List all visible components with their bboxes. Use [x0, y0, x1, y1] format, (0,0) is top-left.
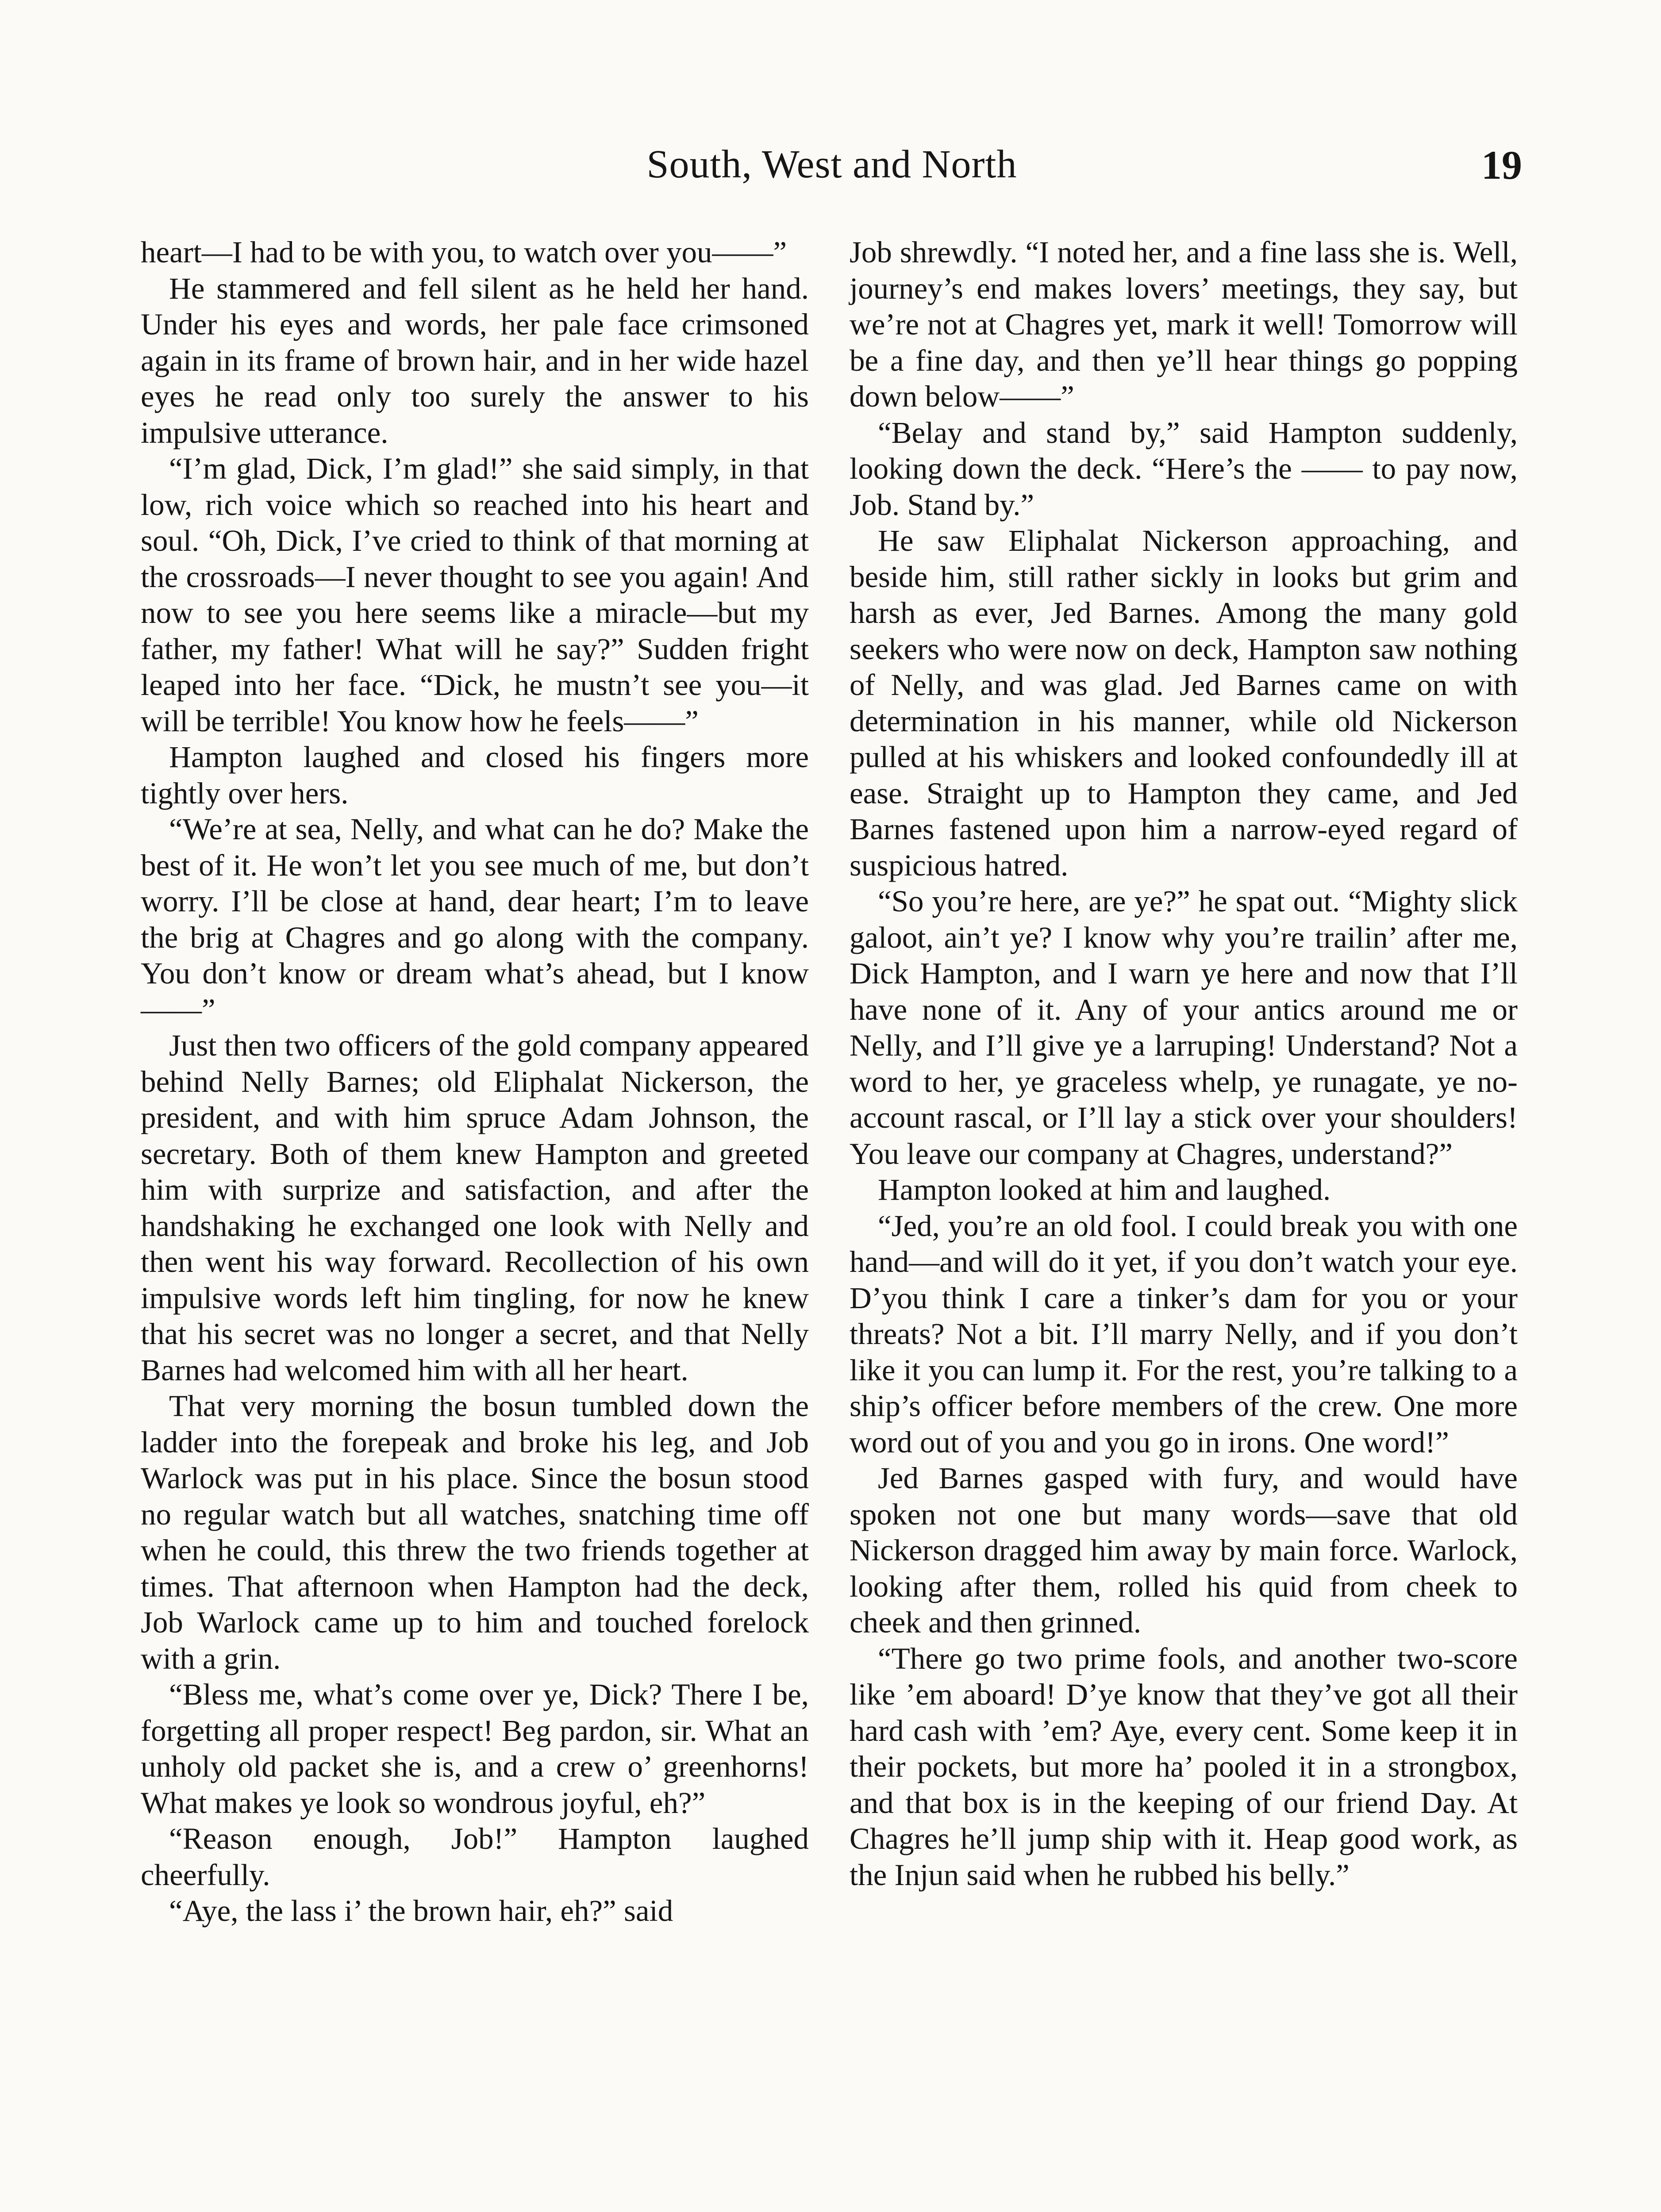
- paragraph: He saw Eliphalat Nickerson approaching, and beside him, still rather sickly in looks but grim and harsh as ever, Jed Barnes. Among the many gold seekers who were now on deck, Hampton saw nothing of Nelly, and was glad. Jed Barnes came on with determination in his manner, while old Nickerson pulled at his whiskers and looked confoundedly ill at ease. Straight up to Hampton they came, and Jed Barnes fastened upon him a narrow-eyed regard of suspicious hatred.: [850, 524, 1518, 882]
- running-title: South, West and North: [646, 142, 1017, 186]
- left-text-column: [141, 234, 809, 1929]
- right-text-column: [850, 234, 1518, 1893]
- paragraph: “Bless me, what’s come over ye, Dick? There I be, forgetting all proper respect! Beg pardon, sir. What an unholy old packet she is, and a crew o’ greenhorns! What makes ye look so wondrous joyful, eh?”: [141, 1678, 809, 1820]
- page-header: [142, 142, 1522, 195]
- paragraph: That very morning the bosun tumbled down the ladder into the forepeak and broke his leg, and Job Warlock was put in his place. Since the bosun stood no regular watch but all watches, snatching time off when he could, this threw the two friends together at times. That afternoon when Hampton had the deck, Job Warlock came up to him and touched forelock with a grin.: [141, 1389, 809, 1675]
- page-number: 19: [1481, 142, 1522, 188]
- paragraph: heart—I had to be with you, to watch over you——”: [141, 235, 787, 269]
- paragraph: Hampton looked at him and laughed.: [878, 1173, 1331, 1206]
- paragraph: Job shrewdly. “I noted her, and a fine lass she is. Well, journey’s end makes lovers’ meetings, they say, but we’re not at Chagres yet, mark it well! Tomorrow will be a fine day, and then ye’ll hear things go popping down below——”: [850, 235, 1518, 413]
- paragraph: “So you’re here, are ye?” he spat out. “Mighty slick galoot, ain’t ye? I know why you’re trailin’ after me, Dick Hampton, and I warn ye here and now that I’ll have none of it. Any of your antics around me or Nelly, and I’ll give ye a larruping! Understand? Not a word to her, ye graceless whelp, ye runagate, ye no-account rascal, or I’ll lay a stick over your shoulders! You leave our company at Chagres, understand?”: [850, 884, 1518, 1171]
- paragraph: “We’re at sea, Nelly, and what can he do? Make the best of it. He won’t let you see much of me, but don’t worry. I’ll be close at hand, dear heart; I’m to leave the brig at Chagres and go along with the company. You don’t know or dream what’s ahead, but I know——”: [141, 812, 809, 1026]
- paragraph: Hampton laughed and closed his fingers more tightly over hers.: [141, 740, 809, 810]
- paragraph: “Reason enough, Job!” Hampton laughed cheerfully.: [141, 1822, 809, 1892]
- paragraph: “I’m glad, Dick, I’m glad!” she said simply, in that low, rich voice which so reached into his heart and soul. “Oh, Dick, I’ve cried to think of that morning at the crossroads—I never thought to see you again! And now to see you here seems like a miracle—but my father, my father! What will he say?” Sudden fright leaped into her face. “Dick, he mustn’t see you—it will be terrible! You know how he feels——”: [141, 452, 809, 738]
- paragraph: “There go two prime fools, and another two-score like ’em aboard! D’ye know that they’ve got all their hard cash with ’em? Aye, every cent. Some keep it in their pockets, but more ha’ pooled it in a strongbox, and that box is in the keeping of our friend Day. At Chagres he’ll jump ship with it. Heap good work, as the Injun said when he rubbed his belly.”: [850, 1641, 1518, 1892]
- paragraph: “Aye, the lass i’ the brown hair, eh?” said: [169, 1894, 673, 1928]
- paragraph: “Belay and stand by,” said Hampton suddenly, looking down the deck. “Here’s the —— to pay now, Job. Stand by.”: [850, 415, 1518, 522]
- paragraph: Jed Barnes gasped with fury, and would have spoken not one but many words—save that old Nickerson dragged him away by main force. Warlock, looking after them, rolled his quid from cheek to cheek and then grinned.: [850, 1461, 1518, 1639]
- paragraph: Just then two officers of the gold company appeared behind Nelly Barnes; old Eliphalat Nickerson, the president, and with him spruce Adam Johnson, the secretary. Both of them knew Hampton and greeted him with surprize and satisfaction, and after the handshaking he exchanged one look with Nelly and then went his way forward. Recollection of his own impulsive words left him tingling, for now he knew that his secret was no longer a secret, and that Nelly Barnes had welcomed him with all her heart.: [141, 1029, 809, 1387]
- paragraph: He stammered and fell silent as he held her hand. Under his eyes and words, her pale face crimsoned again in its frame of brown hair, and in her wide hazel eyes he read only too surely the answer to his impulsive utterance.: [141, 271, 809, 449]
- paragraph: “Jed, you’re an old fool. I could break you with one hand—and will do it yet, if you don’t watch your eye. D’you think I care a tinker’s dam for you or your threats? Not a bit. I’ll marry Nelly, and if you don’t like it you can lump it. For the rest, you’re talking to a ship’s officer before members of the crew. One more word out of you and you go in irons. One word!”: [850, 1209, 1518, 1459]
